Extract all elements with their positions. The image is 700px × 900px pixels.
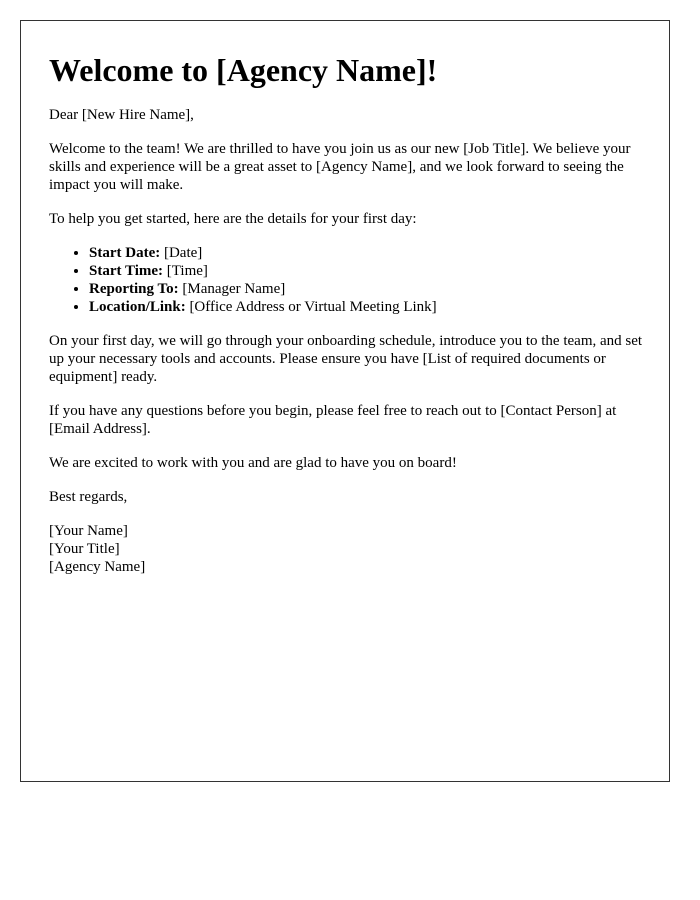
detail-start-time <box>89 262 649 280</box>
detail-value: [Manager Name] <box>178 281 286 297</box>
first-day-paragraph: On your first day, we will go through your onboarding schedule, introduce you to the team, and set up your necessary tools and accounts. Please ensure you have [List of required documents or equipment] ready. <box>49 333 643 385</box>
questions-paragraph: If you have any questions before you begin, please feel free to reach out to [Contact Person] at [Email Address]. <box>49 403 617 437</box>
detail-label: Start Time: <box>89 263 164 279</box>
detail-start-date <box>89 244 649 262</box>
signature-block <box>49 522 649 576</box>
details-intro: To help you get started, here are the details for your first day: <box>49 211 417 227</box>
closing-note: We are excited to work with you and are glad to have you on board! <box>49 455 457 471</box>
detail-location-link <box>89 298 649 316</box>
signature-agency: [Agency Name] <box>49 559 146 575</box>
detail-label: Start Date: <box>89 245 161 261</box>
signature-name: [Your Name] <box>49 523 128 539</box>
salutation: Dear [New Hire Name], <box>49 107 194 123</box>
first-day-details-list <box>49 244 649 316</box>
detail-label: Location/Link: <box>89 299 186 315</box>
signature-title: [Your Title] <box>49 541 120 557</box>
detail-value: [Office Address or Virtual Meeting Link] <box>185 299 437 315</box>
detail-label: Reporting To: <box>89 281 179 297</box>
letter-title: Welcome to [Agency Name]! <box>49 52 438 88</box>
signoff: Best regards, <box>49 489 128 505</box>
detail-reporting-to <box>89 280 649 298</box>
welcome-letter <box>20 20 670 782</box>
detail-value: [Time] <box>163 263 208 279</box>
detail-value: [Date] <box>160 245 203 261</box>
intro-paragraph: Welcome to the team! We are thrilled to have you join us as our new [Job Title]. We believe your skills and experience will be a great asset to [Agency Name], and we look forward to seeing the impact you will make. <box>49 141 631 193</box>
